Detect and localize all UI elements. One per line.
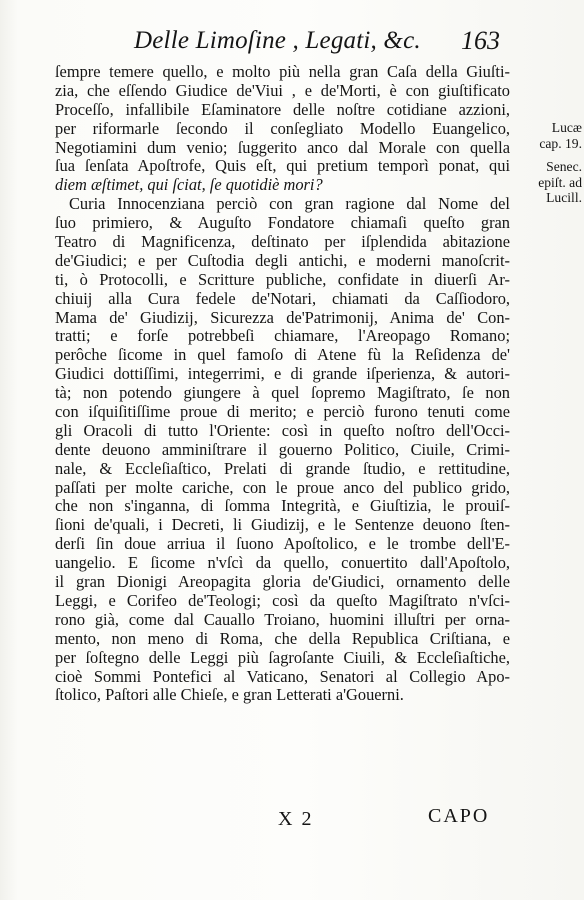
page-footer (0, 805, 584, 835)
page-header (60, 24, 500, 60)
catchword: CAPO (428, 805, 490, 827)
text-line: cioè Sommi Pontefici al Vaticano, Senatori al Collegio Apo- (55, 667, 510, 686)
text-line: Teatro di Magnificenza, deſtinato per iſplendida abitazione (55, 233, 510, 252)
text-line: ſioni de'quali, i Decreti, li Giudizij, e le Sentenze deuono ſten- (55, 516, 510, 535)
text-line: ſuo primiero, & Auguſto Fondatore chiamaſi queſto gran (55, 214, 510, 233)
text-line: perôche ſicome in quel famoſo di Atene fù la Reſidenza de' (55, 346, 510, 365)
text-line: mento, non meno di Roma, che della Republica Criſtiana, e (55, 629, 510, 648)
text-line: Leggi, e Corifeo de'Teologi; così da queſto Magiſtrato n'vſci- (55, 591, 510, 610)
text-line: per ſoſtegno delle Leggi più ſagroſante Ciuili, & Eccleſiaſtiche, (55, 648, 510, 667)
margin-note-line: Lucill. (546, 190, 582, 205)
text-line: Negotiamini dum venio; ſuggerito anco dal Morale con quella (55, 138, 510, 157)
text-line: dente deuono amminiſtrare il gouerno Politico, Ciuile, Crimi- (55, 440, 510, 459)
text-line: chiuij alla Cura fedele de'Notari, chiamati da Caſſiodoro, (55, 289, 510, 308)
text-line: gli Oracoli di tutto l'Oriente: così in queſto noſtro dell'Occi- (55, 421, 510, 440)
margin-note-line: cap. 19. (539, 135, 582, 151)
text-line: Giudici dottiſſimi, integerrimi, e di grande iſperienza, & autori- (55, 365, 510, 384)
text-line: tà; non potendo giungere à quel ſopremo Magiſtrato, ſe non (55, 384, 510, 403)
text-line: uangelio. E ſicome n'vſcì da quello, conuertito dall'Apoſtolo, (55, 554, 510, 573)
margin-notes (516, 120, 582, 214)
text-line: Curia Innocenziana perciò con gran ragione dal Nome del (69, 195, 510, 214)
text-line: che non s'inganna, di ſomma Integrità, e Giuſtizia, le prouiſ- (55, 497, 510, 516)
text-line: Proceſſo, infallibile Eſaminatore delle noſtre cotidiane azzioni, (55, 100, 510, 119)
text-line: ti, ò Protocolli, e Scritture publiche, confidate in diuerſi Ar- (55, 270, 510, 289)
text-line: Mama de' Giudizij, Sicurezza de'Patrimonij, Anima de' Con- (55, 308, 510, 327)
text-line: ſempre temere quello, e molto più nella gran Caſa della Giuſti- (55, 63, 510, 81)
text-line: ſtolico, Paſtori alle Chieſe, e gran Letterati a'Gouerni. (55, 686, 404, 705)
text-line: paſſati per molte cariche, con le proue anco del publico grido, (55, 478, 510, 497)
text-line: nale, & Eccleſiaſtico, Prelati di grande ſtudio, e rettitudine, (55, 459, 510, 478)
text-line: zia, che eſſendo Giudice de'Viui , e de'Morti, è con giuſtificato (55, 81, 510, 100)
body-text (55, 63, 510, 705)
text-line: derſi ſin doue arriua il ſuono Apoſtolico, e le trombe dell'E- (55, 535, 510, 554)
text-line: tratti; e forſe potrebbeſi chiamare, l'Areopago Romano; (55, 327, 510, 346)
text-line: il gran Dionigi Areopagita gloria de'Giudici, ornamento delle (55, 573, 510, 592)
margin-note-luke (516, 120, 582, 151)
margin-note-seneca (516, 159, 582, 206)
text-line: rono già, come dal Cauallo Troiano, huomini illuſtri per orna- (55, 610, 510, 629)
margin-note-line: epiſt. ad (538, 174, 582, 190)
signature-mark: X 2 (278, 808, 314, 830)
text-line: per riformarle ſecondo il conſegliato Modello Euangelico, (55, 119, 510, 138)
running-head: Delle Limoſine , Legati, &c. (134, 27, 421, 54)
page-number: 163 (461, 26, 500, 55)
text-line: ſua ſenſata Apoſtrofe, Quis eſt, qui pretium temporì ponat, qui (55, 157, 510, 176)
text-line: de'Giudici; e per Cuſtodia degli antichi, e moderni manoſcrit- (55, 251, 510, 270)
margin-note-line: Senec. (546, 159, 582, 174)
text-line: con iſquiſitiſſime proue di merito; e perciò furono tenuti come (55, 403, 510, 422)
margin-note-line: Lucæ (551, 120, 582, 135)
text-line: diem æſtimet, qui ſciat, ſe quotidiè mori? (55, 176, 323, 195)
